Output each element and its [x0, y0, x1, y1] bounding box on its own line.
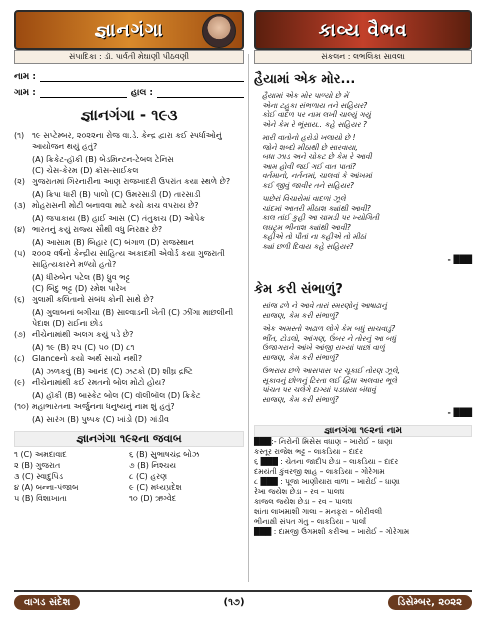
poem-line: ભીંત, ટોડલો, આંગણ, ઉંબર ને તોરનું આ બધું — [262, 333, 396, 343]
question-number: (૫) — [14, 249, 26, 258]
poem-line: બધા ઝાડ અને ચોકટ છે કેમ રે આવી — [262, 152, 372, 161]
poem-line: સૂકાવનું છોળનું ટિરતા લઈ દ્વિધા અલવાર ભૂલે — [262, 375, 397, 385]
poem-line: સાંજ ઢળે ને આવે તારાં સ્મરણોનું આષાઢાનું — [262, 301, 387, 310]
footer-publication: વાગડ સંદેશ — [14, 595, 80, 610]
footer-date: ડિસેમ્બર, ૨૦૨૨ — [388, 595, 472, 610]
poem-stanza — [262, 133, 472, 190]
poem-line: આમ હોવી જઈ ગઈ વાત પાતાં? — [262, 161, 356, 171]
question — [14, 401, 244, 412]
poem-line: ઉજાગરાને આંખે આંજી રાખ્યાં પાછાં વાળું — [262, 343, 385, 352]
question-options: (A) ૧૯ (B) ૨૫ (C) ૫૦ (D) ૮૧ — [32, 343, 135, 352]
poem-line: જોને શબ્દો મીઠાથી છે સારવાયા, — [262, 142, 358, 152]
winners-list — [254, 437, 472, 537]
question-text: મહાભારતના અર્જુનના ધનુષ્યનું નામ શું હતું? — [32, 402, 175, 411]
kavya-vaibhav-title: કાવ્ય વૈભવ — [318, 19, 408, 41]
poem-line: સાજણ, કેમ કરી સંભાળું? — [262, 394, 339, 404]
answer-item: ૨ (B) ગુજરાત — [14, 461, 61, 470]
poem-line: હૈયામાં એક મોર પાળ્યો છે મેં — [262, 91, 349, 100]
jnanganga-banner — [14, 10, 244, 50]
question-options: (A) સારંગ (B) પુષ્પક (C) ખાંડો (D) ગાંડીવ — [32, 415, 170, 424]
answer-item: ૯ (C) મધ્યપ્રદેશ — [129, 483, 182, 492]
question-text: ૧૯ સપ્ટેમ્બર, ૨૦૨૨ના રોજ વા.ડે. કેન્દ્ર દ્વારા કઈ સ્પર્ધાઓનું આયોજન થયું હતું? — [32, 131, 222, 151]
footer-page-number: (૧૭) — [223, 596, 245, 608]
poem-stanza — [262, 301, 472, 320]
poem-stanza — [262, 194, 472, 251]
poem-line: ક્યાં છળી દિવાય કહે સહિયર? — [262, 241, 354, 251]
question-list — [14, 130, 244, 425]
question-options: (A) ઝળકવું (B) આનંદ (C) ઝટકો (D) શીઘ્ર દ્રષ્ટિ — [32, 367, 193, 376]
answer-item: ૧ (C) અમદાવાદ — [14, 450, 67, 459]
question-number: (૪) — [14, 225, 26, 234]
name-line[interactable] — [40, 73, 244, 82]
name-field — [14, 72, 244, 82]
question-number: (૩) — [14, 201, 26, 210]
poem-signature: - ███ — [447, 255, 472, 264]
winner-entry: દમયંતી કુંવરજી શાહ – લાકડિયા – ગોરેગામ — [254, 467, 385, 476]
poem-title: હૈયામાં એક મોર... — [254, 72, 356, 87]
question — [14, 248, 244, 270]
question-text: નીચેનામાંથી અલગ કયું પડે છે? — [32, 330, 134, 339]
winner-entry: રેખા જયેશ છેડા – રવ – પાલઘ — [254, 487, 345, 496]
answer-item: ૩ (C) સ્વાદુપિંડ — [14, 472, 64, 481]
page — [10, 10, 472, 616]
winner-entry: ███:- નિરોની મિસેસ વધાણ – ખારોઈ – ધાણા — [254, 437, 393, 446]
name-label: નામ : — [14, 72, 36, 82]
poem-stanza — [262, 324, 472, 362]
poem-line: એના ટહુકા સંભળાય તને સહિયર? — [262, 100, 368, 110]
question-options: (C) ચેસ-કેરમ (D) ક્રૉસ-સાઈકલ — [32, 166, 139, 175]
question — [14, 294, 244, 305]
question-text: મોહરાસની મોટી બનાવવા માટે કયો કાચ વપરાય છે? — [32, 201, 199, 210]
question — [14, 329, 244, 340]
editor-photo — [202, 14, 236, 48]
answer-item: ૭ (B) નિશ્ચય — [129, 461, 176, 470]
answer-item: ૬ (B) સુભાષચંદ્ર બોઝ — [129, 450, 200, 459]
village-field — [14, 88, 244, 98]
poem-line: કઈ જીવું જાવીર તને સહિયર? — [262, 180, 354, 190]
poem-line: પાછેરાં વિચારોમાં વાદળાં ઝૂલે — [262, 194, 346, 203]
question-number: (૧) — [14, 131, 25, 140]
poem-line: સાજણ, કેમ કરી સંભાળું? — [262, 352, 339, 362]
poem-line: મારી વાતોનો હરોડો ખલાયો છે ! — [262, 133, 356, 142]
right-column — [254, 54, 472, 537]
question-options: (A) આસામ (B) બિહાર (C) બંગાળ (D) રાજસ્થાન — [32, 238, 194, 247]
poem-stanza — [262, 366, 472, 404]
poem-line: પાંચત પર ચલેગે દાગ્યાં પડઘાયા બંધાવું — [262, 385, 376, 394]
poem-line: ઉભરાય છળે આસપાસ પર ચૂકાઈ તોરણ ઝૂલે, — [262, 366, 401, 375]
winner-entry: ભીનાક્ષી સંપત ગંતુ – લાકડિયા – પાર્લા — [254, 517, 367, 526]
winner-entry: ███ : દામજી ઉગમશી કરીઆ – ખારોઈ – ગોરેગામ — [254, 527, 410, 536]
poem-line: કાલ તાંઈ કુહી આ ચામડી પર ખ્યોગિતી — [262, 213, 380, 222]
winner-entry: કસ્તૂર રાજેશ ભટ્ટ – લાકડિયા – દાદર — [254, 447, 364, 456]
taluka-line[interactable] — [157, 89, 244, 98]
question-text: ભારતનું કયું રાજ્ય સૌથી વધુ નિરક્ષર છે? — [32, 225, 163, 234]
question-options: (A) હૉકી (B) બાસ્કેટ બોલ (C) વૉલીબૉલ (D) ક્રિકેટ — [32, 391, 201, 400]
question-text: ૨૦૦૨ વર્ષનો કેન્દ્રીય સાહિત્ય અકાદમી એવોર્ડ કયા ગુજરાતી સાહિત્યકારને મળ્યો હતો? — [32, 249, 225, 269]
poem-title: કેમ કરી સંભાળું? — [254, 282, 343, 297]
poem-line: સાજણ, કેમ કરી સંભાળું? — [262, 310, 339, 320]
question — [14, 200, 244, 211]
question-number: (૧૦) — [14, 402, 29, 411]
answer-item: ૫ (B) વિશાખાતા — [14, 494, 67, 503]
question-text: નીચેનામાંથી કઈ રમતનો બોલ મોટો હોય? — [32, 378, 166, 387]
answers-title: જ્ઞાનગંગા ૧૯૨ના જવાબ — [14, 431, 244, 447]
poem-body — [262, 301, 472, 404]
question-text: ગુજરાતમાં ગિરનારીના આણ રાજખાદરી ઉપરાંત કયા સ્થળે છે? — [32, 177, 231, 186]
poem-body — [262, 91, 472, 251]
answer-item: ૮ (C) હરણ — [129, 472, 168, 481]
question — [14, 224, 244, 235]
question-text: ગુલામી કલિતાનો સંબંધ કોની સાથે છે? — [32, 295, 154, 304]
winner-entry: ૬ ███ : ચેતના જાદીપ છેડા – લાકડિયા – દાદર — [254, 457, 399, 466]
jnanganga-subtitle: સંપાદિકા : ડૉ. પાર્વતી મેઘાણી પીઠવણી — [14, 50, 244, 64]
poem-list — [254, 72, 472, 417]
poem-line: કહીએ તો પૌતાં ના કહીએ તો મીઠાં — [262, 232, 367, 241]
question-options: (A) ગુલાબનાં બગીચા (B) સાલ્વાડની ખેતી (C) ઝીંગા માછલીની પેદાશ (D) રાઈના છોડ — [32, 308, 234, 328]
question-options: (A) જપાકાય (B) હાઈ આસ (C) તંતુકાચ (D) ઓપેક — [32, 214, 206, 223]
question-options: (C) બિંદુ ભટ્ટ (D) રમેશ પારેખ — [32, 284, 127, 293]
question — [14, 353, 244, 364]
kavya-vaibhav-banner — [254, 10, 472, 50]
left-column — [14, 54, 244, 504]
answer-item: ૧૦ (D) ઋગ્વેદ — [129, 494, 177, 503]
poem-signature: - ███ — [447, 408, 472, 417]
question-number: (૨) — [14, 177, 25, 186]
poem-line: કોઈ વાદળ પર નામ લખી ચાલ્યું ગયું — [262, 110, 371, 119]
question-number: (૮) — [14, 354, 25, 363]
winners-title: જ્ઞાનગંગા ૧૯૨નાં નામ — [254, 425, 472, 437]
question-text: Glanceનો કયો અર્થ સાચો નથી? — [32, 354, 143, 363]
question-options: (A) ધીરુબેન પટેલ (B) ધ્રુવ ભટ્ટ — [32, 273, 130, 282]
village-label: ગામ : — [14, 88, 36, 98]
question-number: (૭) — [14, 330, 26, 339]
quiz-title: જ્ઞાનગંગા - ૧૯૩ — [80, 106, 178, 124]
kavya-vaibhav-subtitle: સંકલન : લભલિકા સાવલા — [254, 50, 472, 64]
poem-line: એક અમસ્તો અઢાળ લોગે કેમ બધું સાચવાડું? — [262, 324, 396, 333]
poem-stanza — [262, 91, 472, 129]
taluka-label: હાલ : — [130, 88, 154, 98]
poem-line: એને કેમ રે ભૂંસાય.. કહે સહિયર ? — [262, 119, 367, 129]
winner-entry: ૮ ███ : પૂજા ખાણીયારા વાળા – ખારોઈ – ધાણા — [254, 477, 400, 486]
poem-line: ચાંદમાં આતરી મીઠાશ ક્યાંથી આવી? — [262, 203, 371, 213]
question-options: (A) ક્રિકેટ-હૉકી (B) બેડમિન્ટન-ટેબલ ટેનિસ — [32, 155, 174, 164]
question-number: (૬) — [14, 295, 25, 304]
poem-line: લઘટ્રમ ભીનાશ ક્યાંથી આવી? — [262, 222, 351, 232]
winner-entry: કાજલ જયેશ છેડા – રવ – પાલઘ — [254, 497, 353, 506]
village-line[interactable] — [40, 89, 127, 98]
page-footer — [14, 590, 472, 612]
winner-entry: શાંતા લાખમાશી ગાલા – મનફરા – બોરીવલી — [254, 507, 383, 516]
question-options: (A) ક્રિપા ધારી (B) પાલો (C) ઉમરસાડી (D) તારસાડી — [32, 190, 201, 199]
question — [14, 130, 244, 152]
answer-item: ૪ (A) બન્ના-પંજાબ — [14, 483, 79, 492]
question — [14, 377, 244, 388]
answers-grid — [14, 449, 244, 504]
column-divider — [248, 54, 249, 582]
poem-line: વર્તમાનો, નર્તનમાં, ચાલવાં કે આંખમાં — [262, 171, 372, 180]
question-number: (૯) — [14, 378, 25, 387]
question — [14, 176, 244, 187]
jnanganga-title: જ્ઞાનગંગા — [94, 19, 164, 41]
